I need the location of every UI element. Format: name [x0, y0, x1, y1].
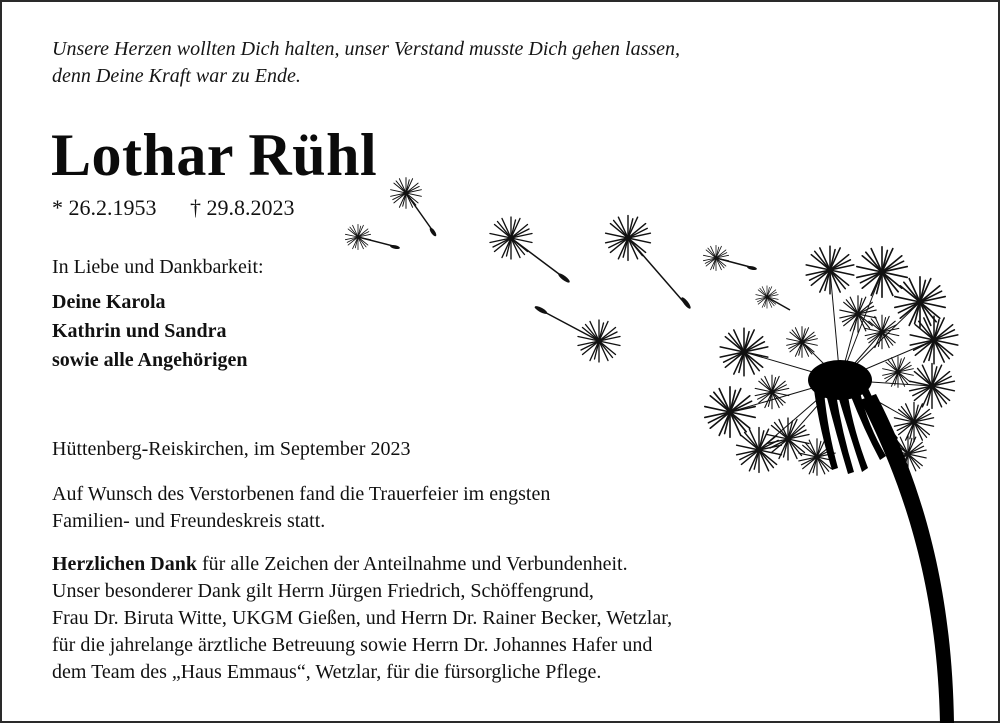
birth-date: 26.2.1953: [68, 195, 157, 220]
motto-quote: [52, 36, 680, 90]
life-dates: [52, 194, 295, 222]
thanks-line: Frau Dr. Biruta Witte, UKGM Gießen, und Herrn Dr. Rainer Becker, Wetzlar,: [52, 607, 673, 629]
funeral-line: Auf Wunsch des Verstorbenen fand die Trauerfeier im engsten: [52, 483, 551, 505]
motto-line: Unsere Herzen wollten Dich halten, unser Verstand musste Dich gehen lassen,: [52, 38, 681, 60]
flying-seeds: [345, 178, 790, 362]
thanks-line: für die jahrelange ärztliche Betreuung sowie Herrn Dr. Johannes Hafer und: [52, 634, 653, 656]
thanks-line: dem Team des „Haus Emmaus“, Wetzlar, für die fürsorgliche Pflege.: [52, 661, 602, 683]
death-date: 29.8.2023: [206, 195, 295, 220]
deceased-name: Lothar Rühl: [51, 122, 378, 188]
mourner-line: Kathrin und Sandra: [52, 320, 227, 342]
thanks-lead: Herzlichen Dank: [52, 553, 197, 575]
dandelion-head: [705, 246, 958, 475]
motto-line: denn Deine Kraft war zu Ende.: [52, 65, 301, 87]
mourners-list: [52, 288, 248, 375]
thanks-lead-rest: für alle Zeichen der Anteilnahme und Verbundenheit.: [197, 553, 628, 575]
birth-symbol: *: [52, 195, 63, 220]
mourners-intro: In Liebe und Dankbarkeit:: [52, 256, 264, 278]
mourner-line: Deine Karola: [52, 291, 166, 313]
cross-icon: †: [190, 195, 201, 220]
place-and-date: Hüttenberg-Reiskirchen, im September 2023: [52, 438, 411, 460]
dandelion-icon: [332, 162, 1000, 723]
mourner-line: sowie alle Angehörigen: [52, 349, 248, 371]
thanks-line: Unser besonderer Dank gilt Herrn Jürgen Friedrich, Schöffengrund,: [52, 580, 594, 602]
funeral-line: Familien- und Freundeskreis statt.: [52, 510, 326, 532]
